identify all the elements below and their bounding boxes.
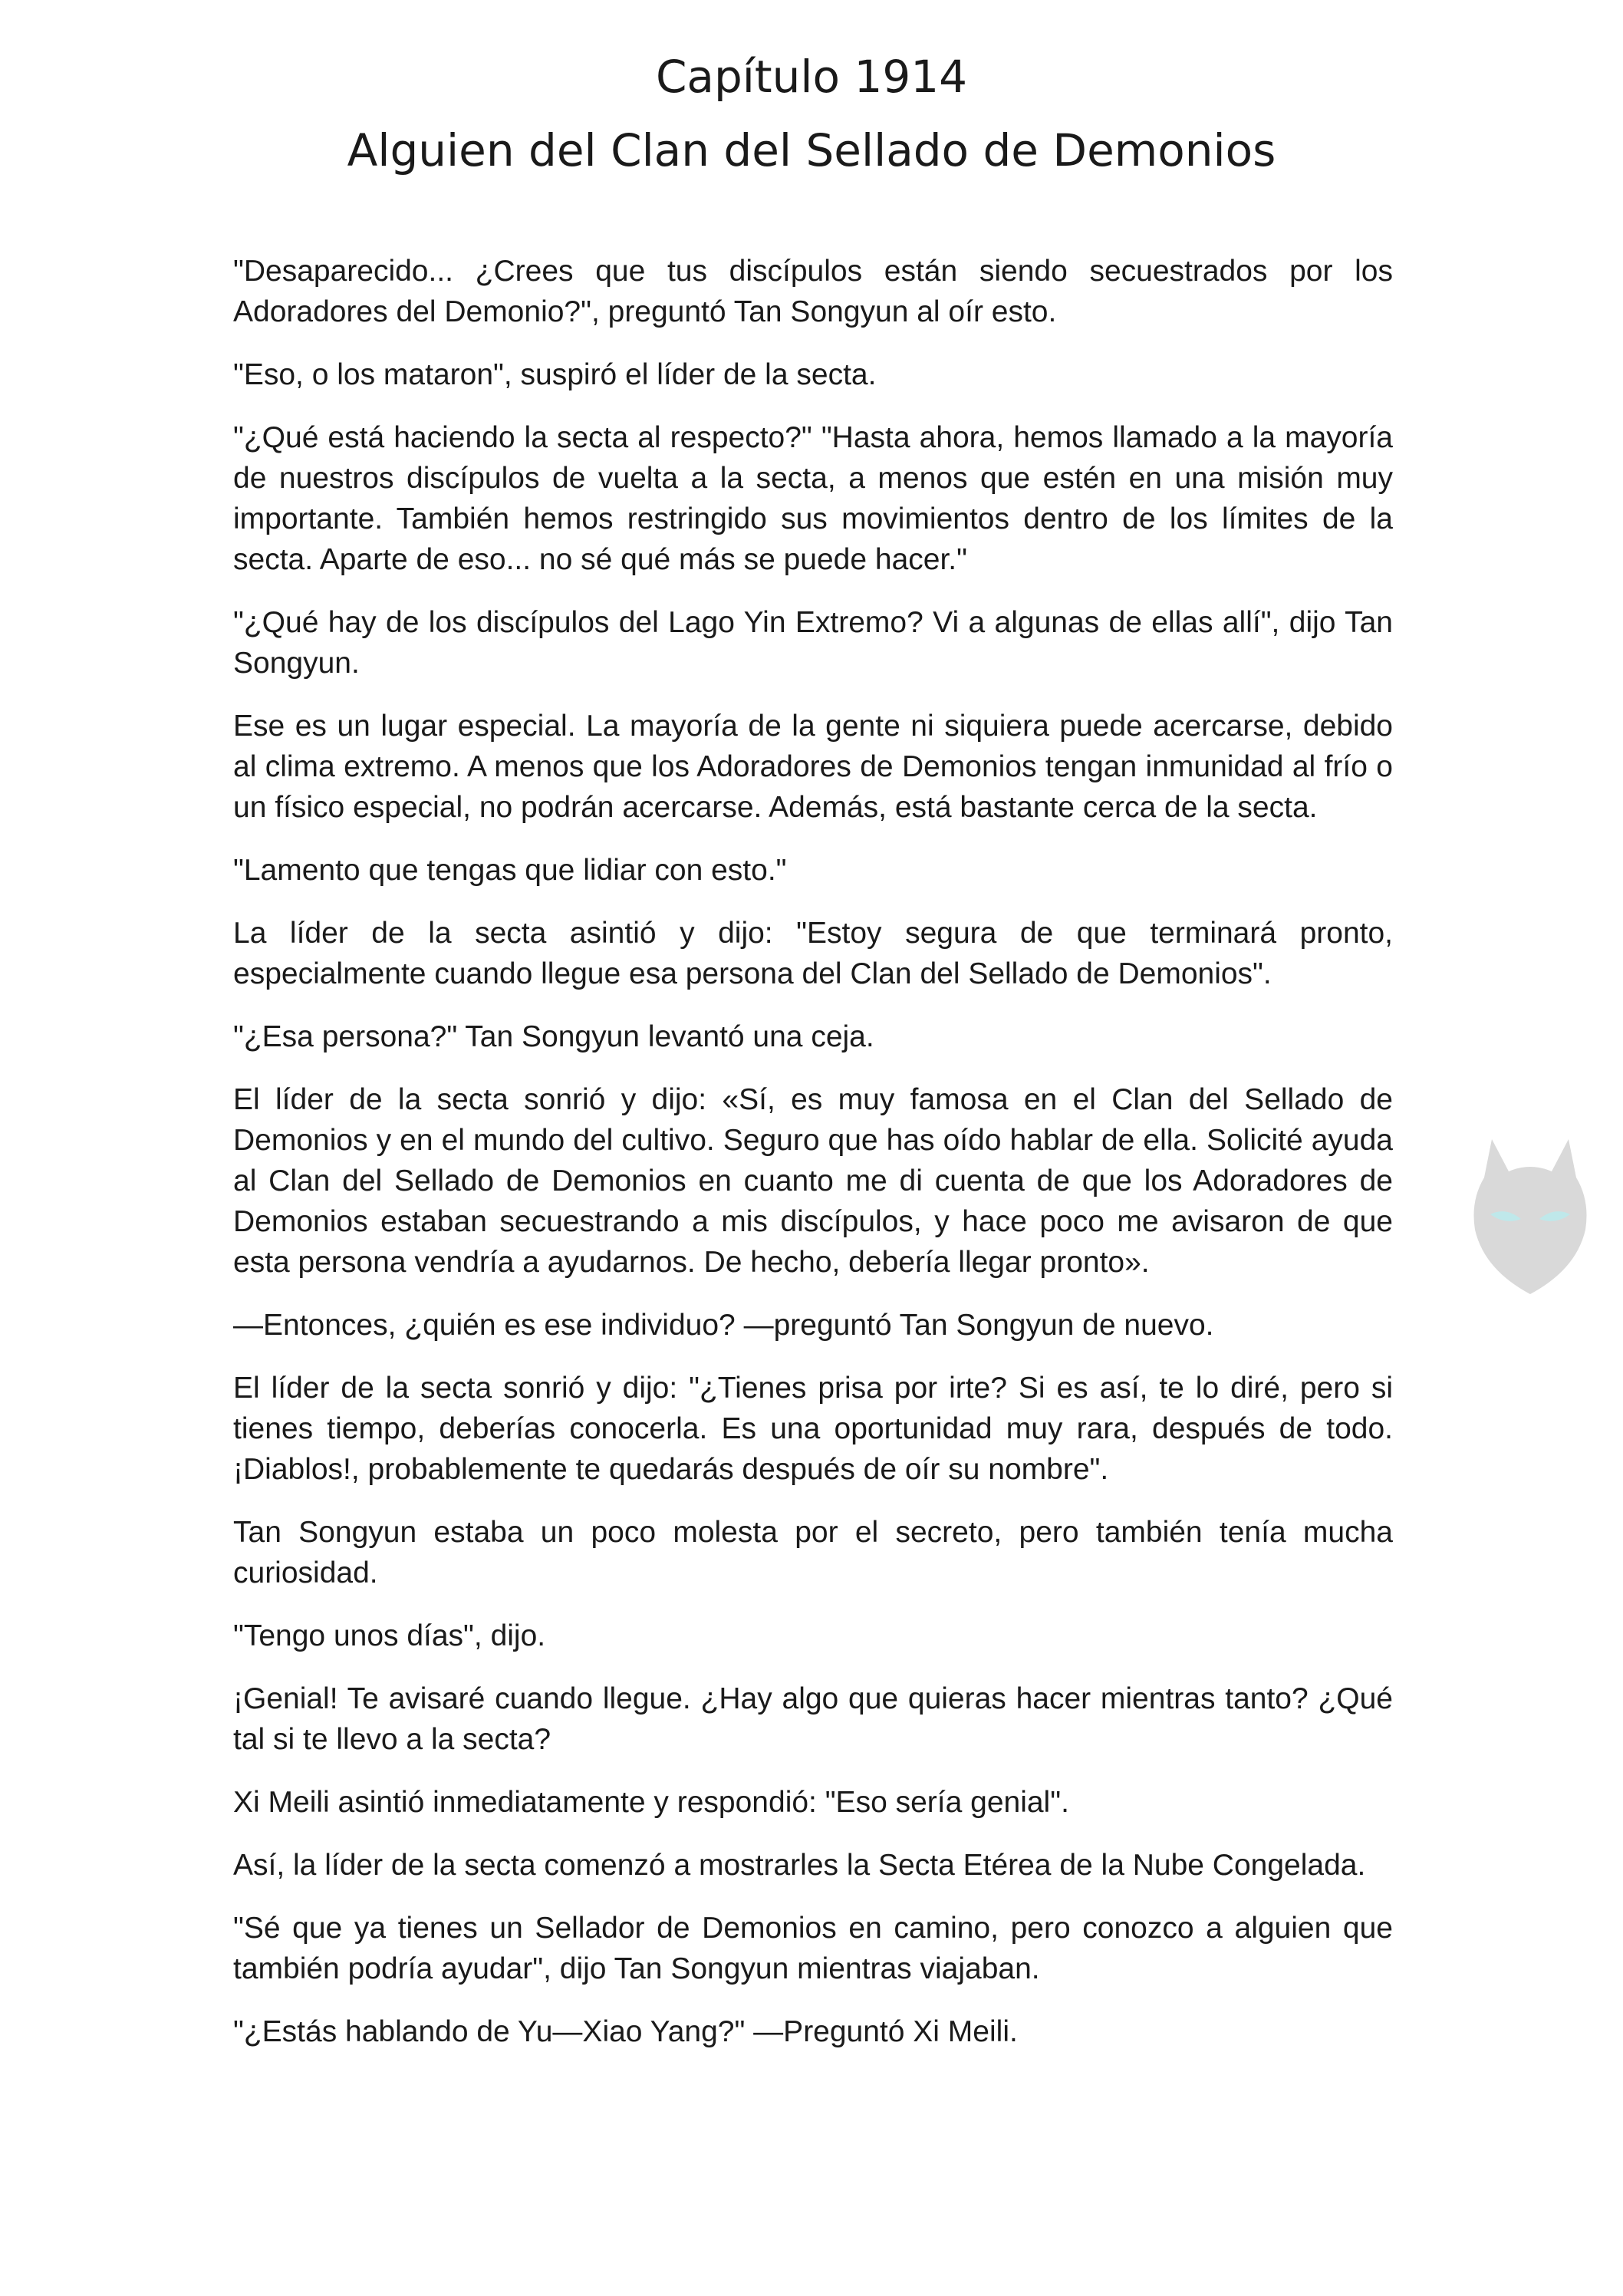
paragraph: Así, la líder de la secta comenzó a mostrarles la Secta Etérea de la Nube Congelada. (233, 1849, 1366, 1882)
paragraph: El líder de la secta sonrió y dijo: «Sí, es muy famosa en el Clan del Sellado de Demonios y en el mundo del cultivo. Seguro que has oído hablar de ella. Solicité ayuda al Clan del Sellado de Demonios en cuanto me di cuenta de que los Adoradores de Demonios estaban secuestrando a mis discípulos, y hace poco me avisaron de que esta persona vendría a ayudarnos. De hecho, debería llegar pronto». (233, 1083, 1393, 1279)
paragraph: "Lamento que tengas que lidiar con esto." (233, 854, 787, 887)
paragraph: "Desaparecido... ¿Crees que tus discípulos están siendo secuestrados por los Adoradores del Demonio?", preguntó Tan Songyun al oír esto. (233, 255, 1393, 328)
paragraph: Xi Meili asintió inmediatamente y respondió: "Eso sería genial". (233, 1786, 1069, 1819)
paragraph: "¿Qué está haciendo la secta al respecto?" "Hasta ahora, hemos llamado a la mayoría de nuestros discípulos de vuelta a la secta, a menos que estén en una misión muy importante. También hemos restringido sus movimientos dentro de los límites de la secta. Aparte de eso... no sé qué más se puede hacer." (233, 421, 1393, 576)
chapter-heading (0, 40, 1623, 187)
paragraph: ¡Genial! Te avisaré cuando llegue. ¿Hay algo que quieras hacer mientras tanto? ¿Qué tal si te llevo a la secta? (233, 1682, 1393, 1756)
paragraph: "¿Esa persona?" Tan Songyun levantó una ceja. (233, 1020, 874, 1053)
paragraph: El líder de la secta sonrió y dijo: "¿Tienes prisa por irte? Si es así, te lo diré, pero si tienes tiempo, deberías conocerla. Es una oportunidad muy rara, después de todo. ¡Diablos!, probablemente te quedarás después de oír su nombre". (233, 1372, 1393, 1486)
paragraph: Ese es un lugar especial. La mayoría de la gente ni siquiera puede acercarse, debido al clima extremo. A menos que los Adoradores de Demonios tengan inmunidad al frío o un físico especial, no podrán acercarse. Además, está bastante cerca de la secta. (233, 710, 1393, 824)
paragraph: "Tengo unos días", dijo. (233, 1619, 546, 1652)
paragraph: Tan Songyun estaba un poco molesta por el secreto, pero también tenía mucha curiosidad. (233, 1516, 1393, 1589)
chapter-number: Capítulo 1914 (655, 51, 968, 103)
demon-head-icon (1461, 1124, 1599, 1300)
paragraph: —Entonces, ¿quién es ese individuo? —preguntó Tan Songyun de nuevo. (233, 1309, 1214, 1342)
chapter-body (233, 251, 1393, 2074)
watermark-head-shape (1474, 1139, 1587, 1294)
paragraph: La líder de la secta asintió y dijo: "Estoy segura de que terminará pronto, especialmente cuando llegue esa persona del Clan del Sellado de Demonios". (233, 917, 1393, 990)
chapter-title: Alguien del Clan del Sellado de Demonios (347, 124, 1276, 176)
paragraph: "¿Estás hablando de Yu—Xiao Yang?" —Preguntó Xi Meili. (233, 2015, 1018, 2048)
paragraph: "Eso, o los mataron", suspiró el líder de la secta. (233, 358, 877, 391)
paragraph: "¿Qué hay de los discípulos del Lago Yin Extremo? Vi a algunas de ellas allí", dijo Tan Songyun. (233, 606, 1393, 680)
paragraph: "Sé que ya tienes un Sellador de Demonios en camino, pero conozco a alguien que también podría ayudar", dijo Tan Songyun mientras viajaban. (233, 1912, 1393, 1985)
